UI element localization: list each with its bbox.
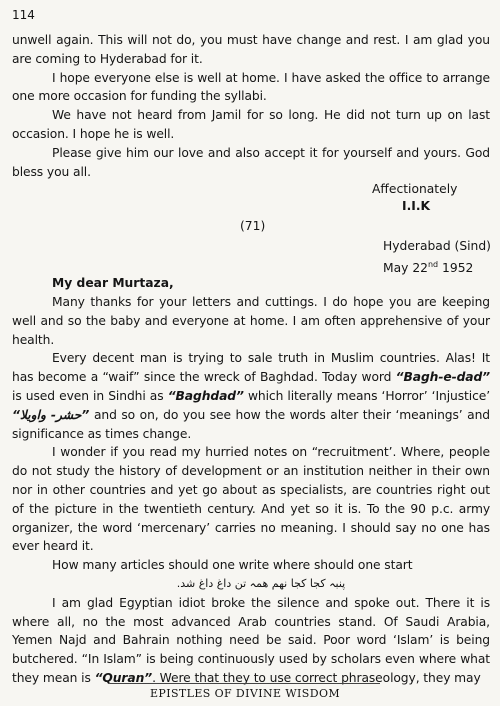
paragraph: I hope everyone else is well at home. I have asked the office to arrange one more occasion for funding the syllabi. bbox=[12, 70, 490, 104]
paragraph: I wonder if you read my hurried notes on “recruitment’. Where, people do not study the history of development or an institution neither in their own nor in other countries and yet go about as specialists, are countries right out of the picture in the twentieth century. And yet so it is. To the 90 p.c. army organizer, the word ‘mercenary’ carries no meaning. I should say no one has ever heard it. bbox=[12, 445, 490, 554]
paragraph: We have not heard from Jamil for so long. He did not turn up on last occasion. I hope he is well. bbox=[12, 108, 490, 141]
salutation: My dear Murtaza, bbox=[52, 276, 174, 290]
date: May 22nd 1952 bbox=[383, 259, 474, 275]
paragraph: unwell again. This will not do, you must have change and rest. I am glad you are coming to Hyderabad for it. bbox=[12, 33, 490, 66]
footer-divider bbox=[110, 683, 380, 684]
previous-letter-text bbox=[12, 31, 490, 181]
running-footer: EPISTLES OF DIVINE WISDOM bbox=[149, 687, 341, 700]
paragraph: Please give him our love and also accept it for yourself and yours. God bless you all. bbox=[12, 145, 490, 179]
signoff: Affectionately bbox=[372, 182, 458, 196]
place: Hyderabad (Sind) bbox=[383, 239, 491, 253]
letter-body bbox=[12, 293, 490, 688]
paragraph: How many articles should one write where should one start bbox=[52, 558, 413, 573]
paragraph: Every decent man is trying to sale truth in Muslim countries. Alas! It has become a “waif” since the wreck of Baghdad. Today word “Bagh-e-dad” is used even in Sindhi as “Baghdad” which literally means ‘Horror’ ‘Injustice’ “حشر- واویلا” and so on, do you see how the words alter their ‘meanings’ and significance as times change. bbox=[12, 351, 491, 441]
paragraph: I am glad Egyptian idiot broke the silence and spoke out. There it is where all, no the most advanced Arab countries stand. Of Saudi Arabia, Yemen Najd and Bahrain nothing need be said. Poor word ‘Islam’ is being butchered. “In Islam” is being continuously used by scholars even where what they mean is “Quran”. Were that they to use correct phraseology, they may bbox=[12, 595, 490, 685]
letter-number: (71) bbox=[240, 219, 266, 233]
page-number: 114 bbox=[12, 8, 35, 22]
persian-verse: پنبہ کجا کجا نھم ھمہ تن داغ داغ شد. bbox=[176, 576, 346, 590]
place-and-date bbox=[383, 237, 491, 278]
paragraph: Many thanks for your letters and cuttings. I do hope you are keeping well and so the baby and everyone at home. I am often apprehensive of your health. bbox=[12, 295, 490, 347]
signature: I.I.K bbox=[402, 199, 431, 213]
